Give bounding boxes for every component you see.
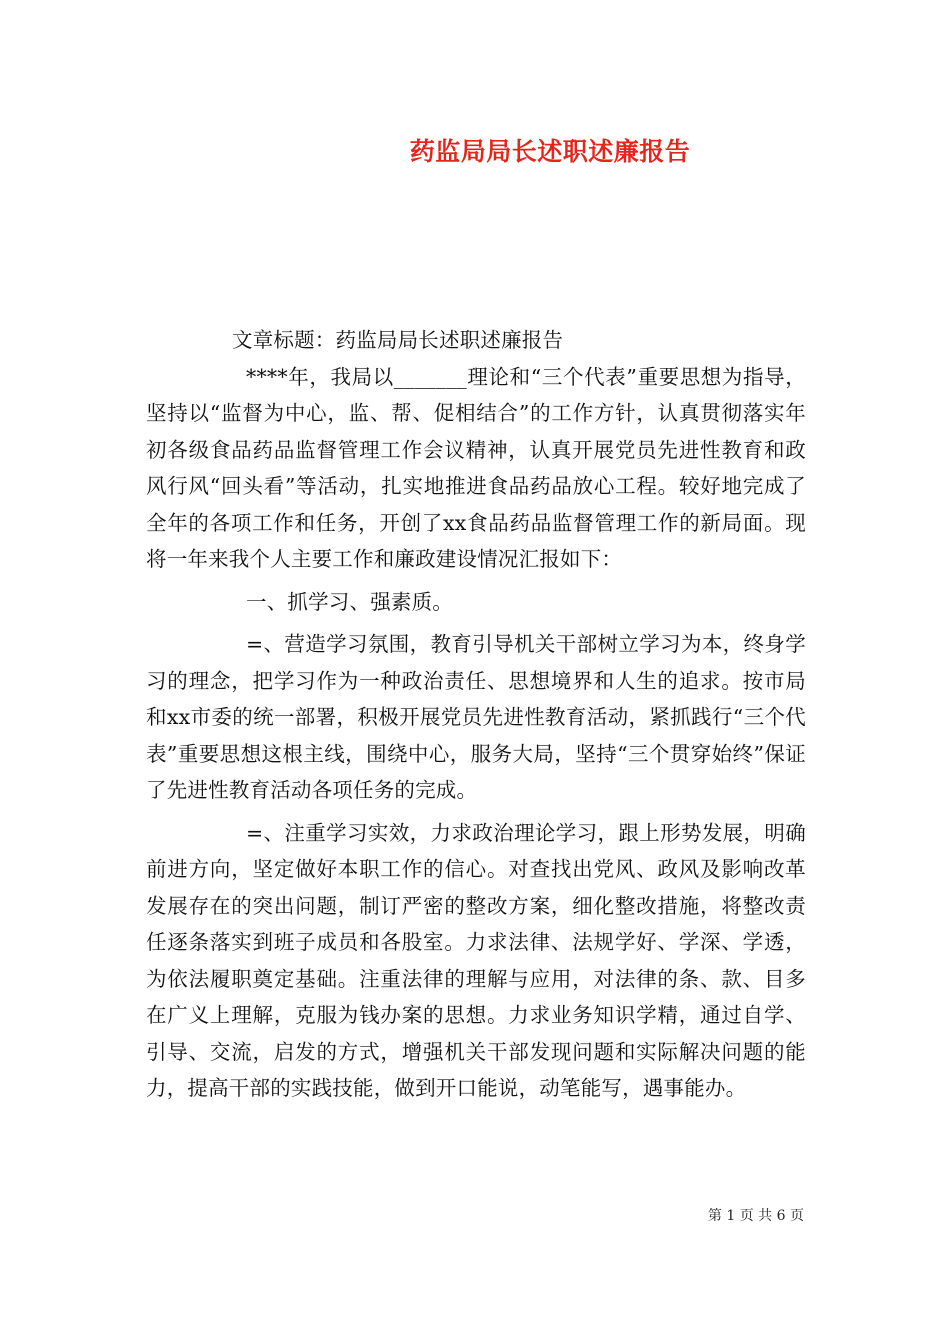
document-title: 药监局局长述职述廉报告: [409, 137, 691, 166]
paragraph-study-atmosphere: =、营造学习氛围，教育引导机关干部树立学习为本，终身学习的理念，把学习作为一种政治责任、思想境界和人生的追求。按市局和xx市委的统一部署，积极开展党员先进性教育活动，紧抓践行“三个代表”重要思想这根主线，围绕中心，服务大局，坚持“三个贯穿始终”保证了先进性教育活动各项任务的完成。: [146, 632, 806, 802]
paragraph-study-effect: =、注重学习实效，力求政治理论学习，跟上形势发展，明确前进方向，坚定做好本职工作的信心。对查找出党风、政风及影响改革发展存在的突出问题，制订严密的整改方案，细化整改措施，将整改责任逐条落实到班子成员和各股室。力求法律、法规学好、学深、学透，为依法履职奠定基础。注重法律的理解与应用，对法律的条、款、目多在广义上理解，克服为钱办案的思想。力求业务知识学精，通过自学、引导、交流，启发的方式，增强机关干部发现问题和实际解决问题的能力，提高干部的实践技能，做到开口能说，动笔能写，遇事能办。: [146, 820, 806, 1100]
section-heading-1: 一、抓学习、强素质。: [246, 589, 453, 614]
page-number: 第 1 页 共 6 页: [707, 1208, 804, 1224]
paragraph-intro: ****年，我局以_______理论和“三个代表”重要思想为指导，坚持以“监督为中心，监、帮、促相结合”的工作方针，认真贯彻落实年初各级食品药品监督管理工作会议精神，认真开展党员先进性教育和政风行风“回头看”等活动，扎实地推进食品药品放心工程。较好地完成了全年的各项工作和任务，开创了xx食品药品监督管理工作的新局面。现将一年来我个人主要工作和廉政建设情况汇报如下：: [146, 364, 806, 571]
article-subtitle: 文章标题：药监局局长述职述廉报告: [232, 328, 564, 352]
document-body: [146, 322, 806, 1107]
